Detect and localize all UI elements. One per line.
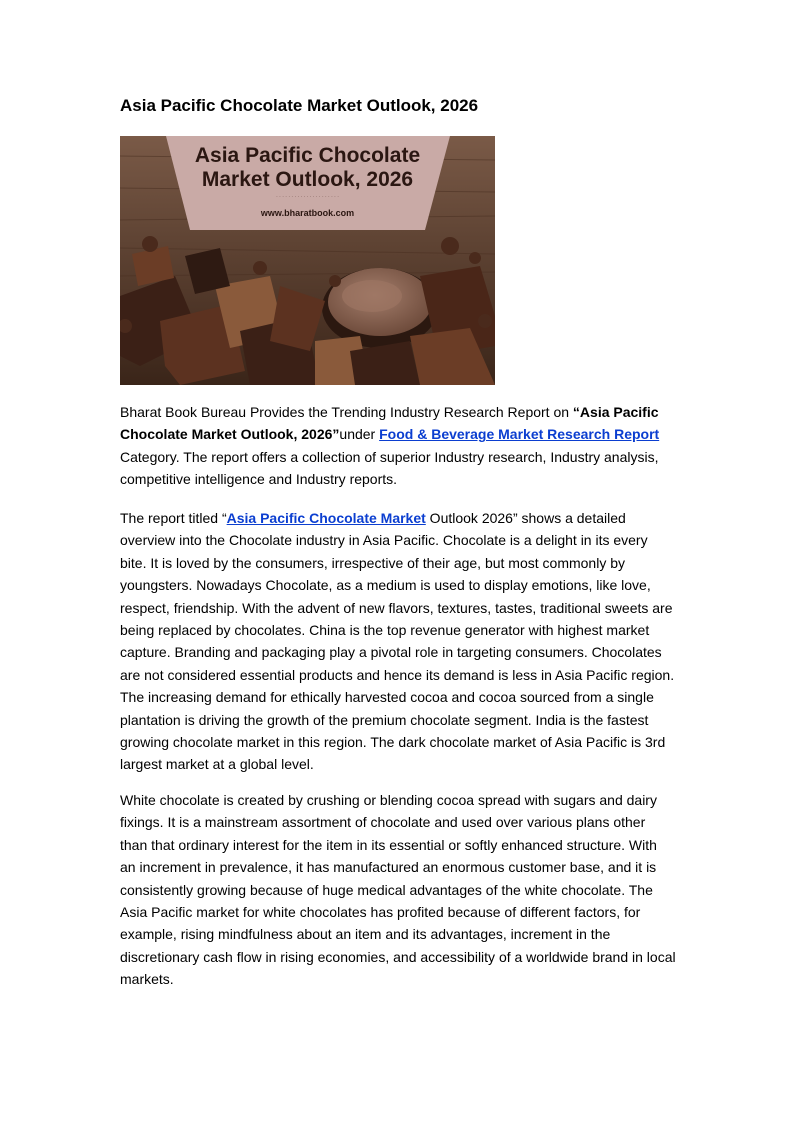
report-name: “Asia Pacific Chocolate Market Outlook, 2026” — [120, 404, 659, 443]
white-chocolate-paragraph: White chocolate is created by crushing or blending cocoa spread with sugars and dairy fixings. It is a mainstream assortment of chocolate and used over various plans other than that ordinary interest for the item in its essential or softly enhanced structure. With an increment in prevalence, it has manufactured an enormous customer base, and it is consistently growing because of huge medical advantages of the white chocolate. The Asia Pacific market for white chocolates has profited because of different factors, for example, rising mindfulness about an item and its advantages, increment in the discretionary cash flow in rising economies, and accessibility of a worldwide brand in local markets. — [120, 792, 676, 988]
banner-url: www.bharatbook.com — [260, 208, 355, 218]
banner-line2: Market Outlook, 2026 — [201, 168, 414, 191]
intro-paragraph — [120, 401, 676, 491]
market-link[interactable]: Asia Pacific Chocolate Market — [226, 510, 426, 526]
intro-rest: Category. The report offers a collection of superior Industry research, Industry analysis, competitive intelligence and Industry reports. — [120, 448, 659, 488]
overview-paragraph — [120, 507, 676, 776]
banner-dots: · · · · · · · · · · · · · · · · · · · · · — [276, 194, 339, 200]
banner-line1: Asia Pacific Chocolate — [194, 144, 421, 167]
chocolate-cover-illustration — [120, 136, 495, 385]
overview-intro: The report titled “ — [120, 510, 227, 526]
overview-rest: Outlook 2026” shows a detailed overview into the Chocolate industry in Asia Pacific. Chocolate is a delight in its every bite. It is loved by the consumers, irrespective of their age, but most commonly by youngsters. Nowadays Chocolate, as a medium is used to display emotions, like love, respect, friendship. With the advent of new flavors, textures, tastes, traditional sweets are being replaced by chocolates. China is the top revenue generator with highest market capture. Branding and packaging play a pivotal role in targeting consumers. Chocolates are not considered essential products and hence its demand is less in Asia Pacific region. The increasing demand for ethically harvested cocoa and cocoa sourced from a single plantation is driving the growth of the premium chocolate segment. India is the fastest growing chocolate market in this region. The dark chocolate market of Asia Pacific is 3rd largest market at a global level. — [120, 510, 675, 773]
category-link[interactable]: Food & Beverage Market Research Report — [379, 426, 660, 443]
document-title: Asia Pacific Chocolate Market Outlook, 2026 — [120, 96, 479, 115]
hero-image — [120, 136, 495, 385]
intro-text: Bharat Book Bureau Provides the Trending Industry Research Report on — [120, 404, 573, 420]
under-text: under — [339, 426, 380, 443]
